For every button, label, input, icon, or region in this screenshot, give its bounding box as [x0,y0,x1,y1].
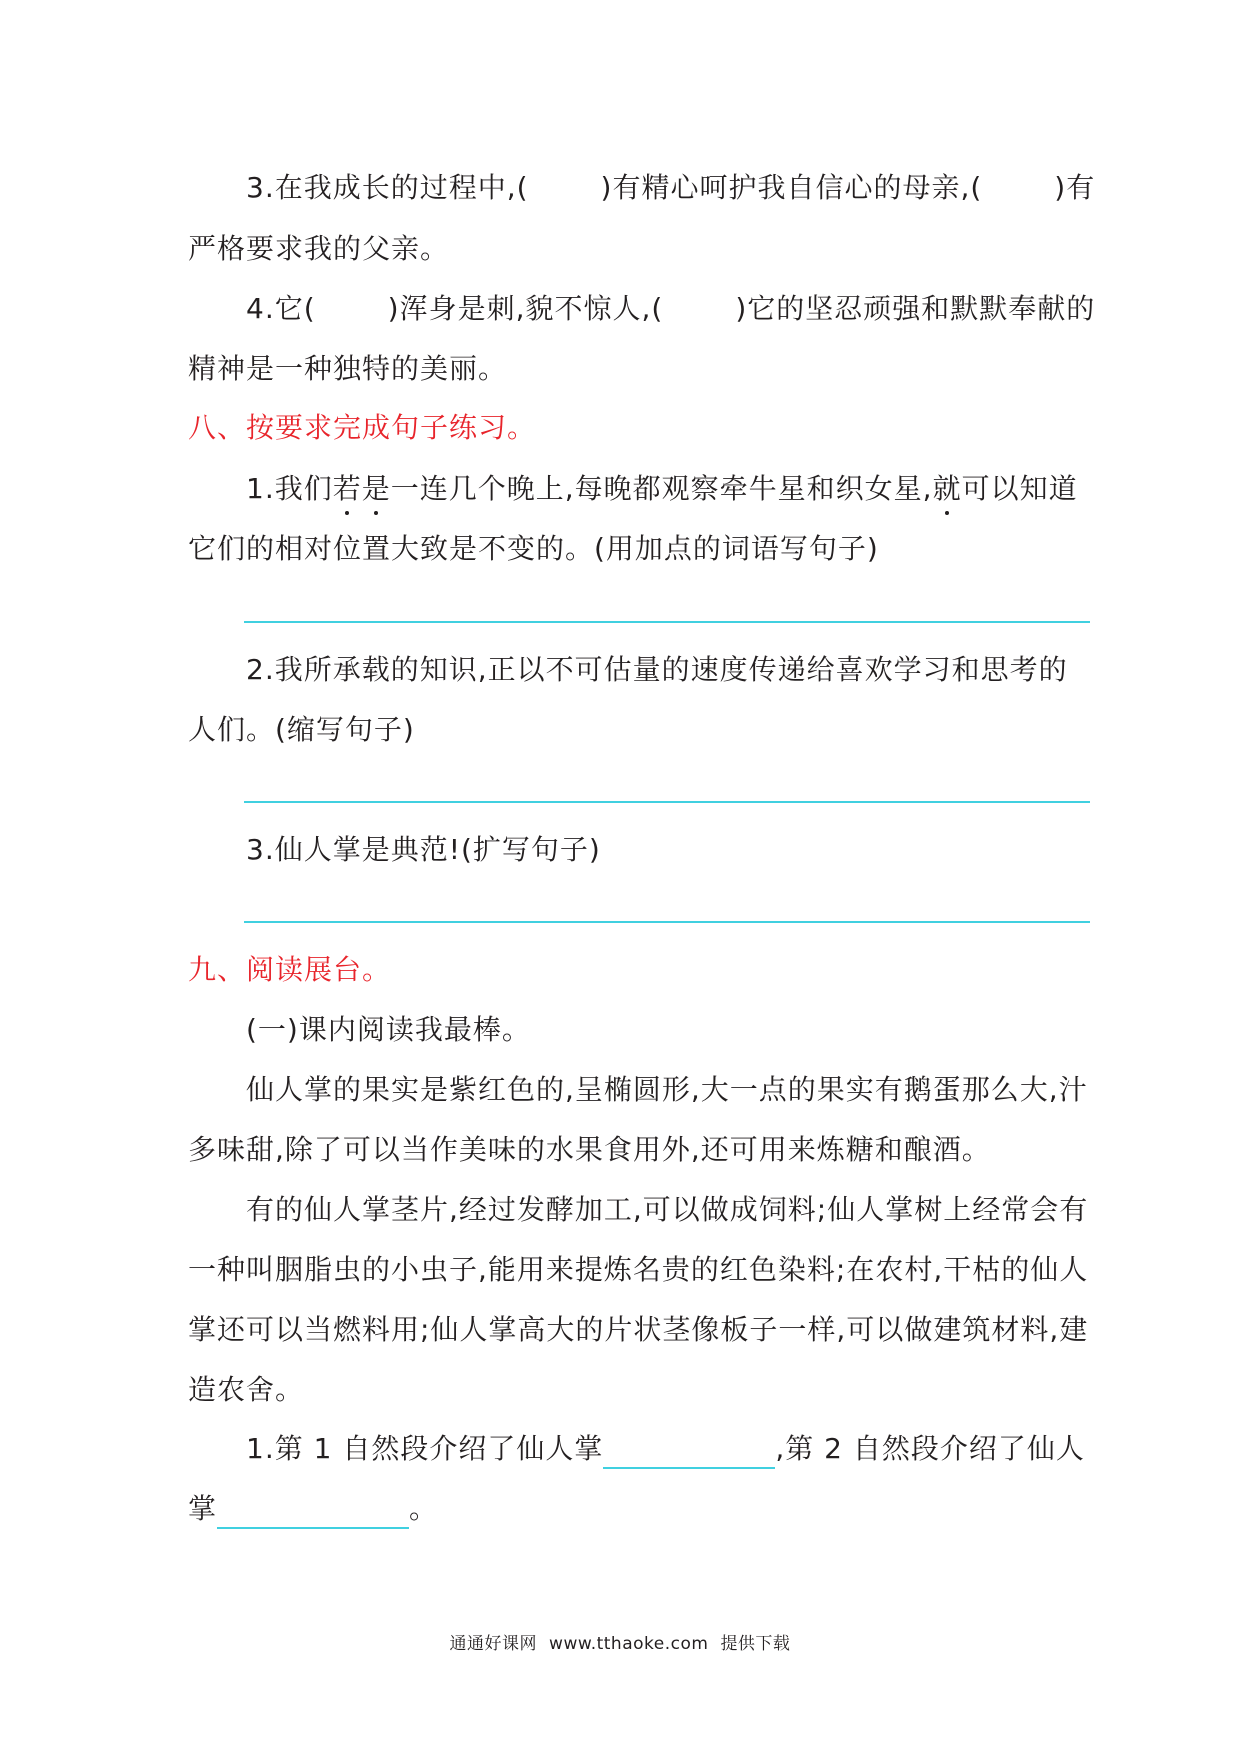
passage-para1-line1: 仙人掌的果实是紫红色的,呈椭圆形,大一点的果实有鹅蛋那么大,汁 [246,1073,1088,1106]
q8-2-number: 2. [246,653,275,686]
passage-para2-line3: 掌还可以当燃料用;仙人掌高大的片状茎像板子一样,可以做建筑材料,建 [188,1313,1089,1346]
section-9-subheading: (一)课内阅读我最棒。 [246,1013,531,1046]
q9-1-blank-1[interactable] [603,1433,775,1469]
q7-3-number: 3. [246,171,275,204]
q8-3-line1: 3.仙人掌是典范!(扩写句子) [246,833,601,866]
section-8-heading: 八、按要求完成句子练习。 [188,411,537,444]
footer-note: 提供下载 [720,1634,791,1654]
q8-1-line2: 它们的相对位置大致是不变的。(用加点的词语写句子) [188,532,879,565]
q8-1-line1: 1.我们若是一连几个晚上,每晚都观察牵牛星和织女星,就可以知道 [246,469,1078,509]
footer-url[interactable]: www.tthaoke.com [549,1634,709,1654]
q8-3-answer-line[interactable] [244,921,1090,923]
q8-2-line1: 2.我所承载的知识,正以不可估量的速度传递给喜欢学习和思考的 [246,653,1068,686]
passage-para2-line4: 造农舍。 [188,1373,305,1406]
q7-4-line1: 4.它( )浑身是刺,貌不惊人,( )它的坚忍顽强和默默奉献的 [246,292,1096,325]
passage-para1-line2: 多味甜,除了可以当作美味的水果食用外,还可用来炼糖和酿酒。 [188,1133,991,1166]
q8-1-answer-line[interactable] [244,621,1090,623]
q9-1-number: 1. [246,1432,275,1465]
emphasis-dot-jiu: 就 [933,469,962,509]
passage-para2-line1: 有的仙人掌茎片,经过发酵加工,可以做成饲料;仙人掌树上经常会有 [246,1193,1089,1226]
q9-1-line1: 1.第 1 自然段介绍了仙人掌 ,第 2 自然段介绍了仙人 [246,1429,1085,1469]
q8-2-line2: 人们。(缩写句子) [188,713,415,746]
emphasis-dot-ruo: 若 [333,469,362,509]
q9-1-line2: 掌 。 [188,1489,438,1529]
q7-3-line2: 严格要求我的父亲。 [188,232,450,265]
q7-4-line2: 精神是一种独特的美丽。 [188,352,508,385]
q8-3-number: 3. [246,833,275,866]
q9-1-blank-2[interactable] [217,1493,409,1529]
q8-1-number: 1. [246,472,275,505]
page-footer [0,1632,1240,1656]
q7-4-number: 4. [246,292,275,325]
q8-2-answer-line[interactable] [244,801,1090,803]
footer-site-name: 通通好课网 [449,1634,538,1654]
passage-para2-line2: 一种叫胭脂虫的小虫子,能用来提炼名贵的红色染料;在农村,干枯的仙人 [188,1253,1089,1286]
section-9-heading: 九、阅读展台。 [188,953,392,986]
q7-3-line1: 3.在我成长的过程中,( )有精心呵护我自信心的母亲,( )有 [246,171,1096,204]
emphasis-dot-shi: 是 [362,469,391,509]
